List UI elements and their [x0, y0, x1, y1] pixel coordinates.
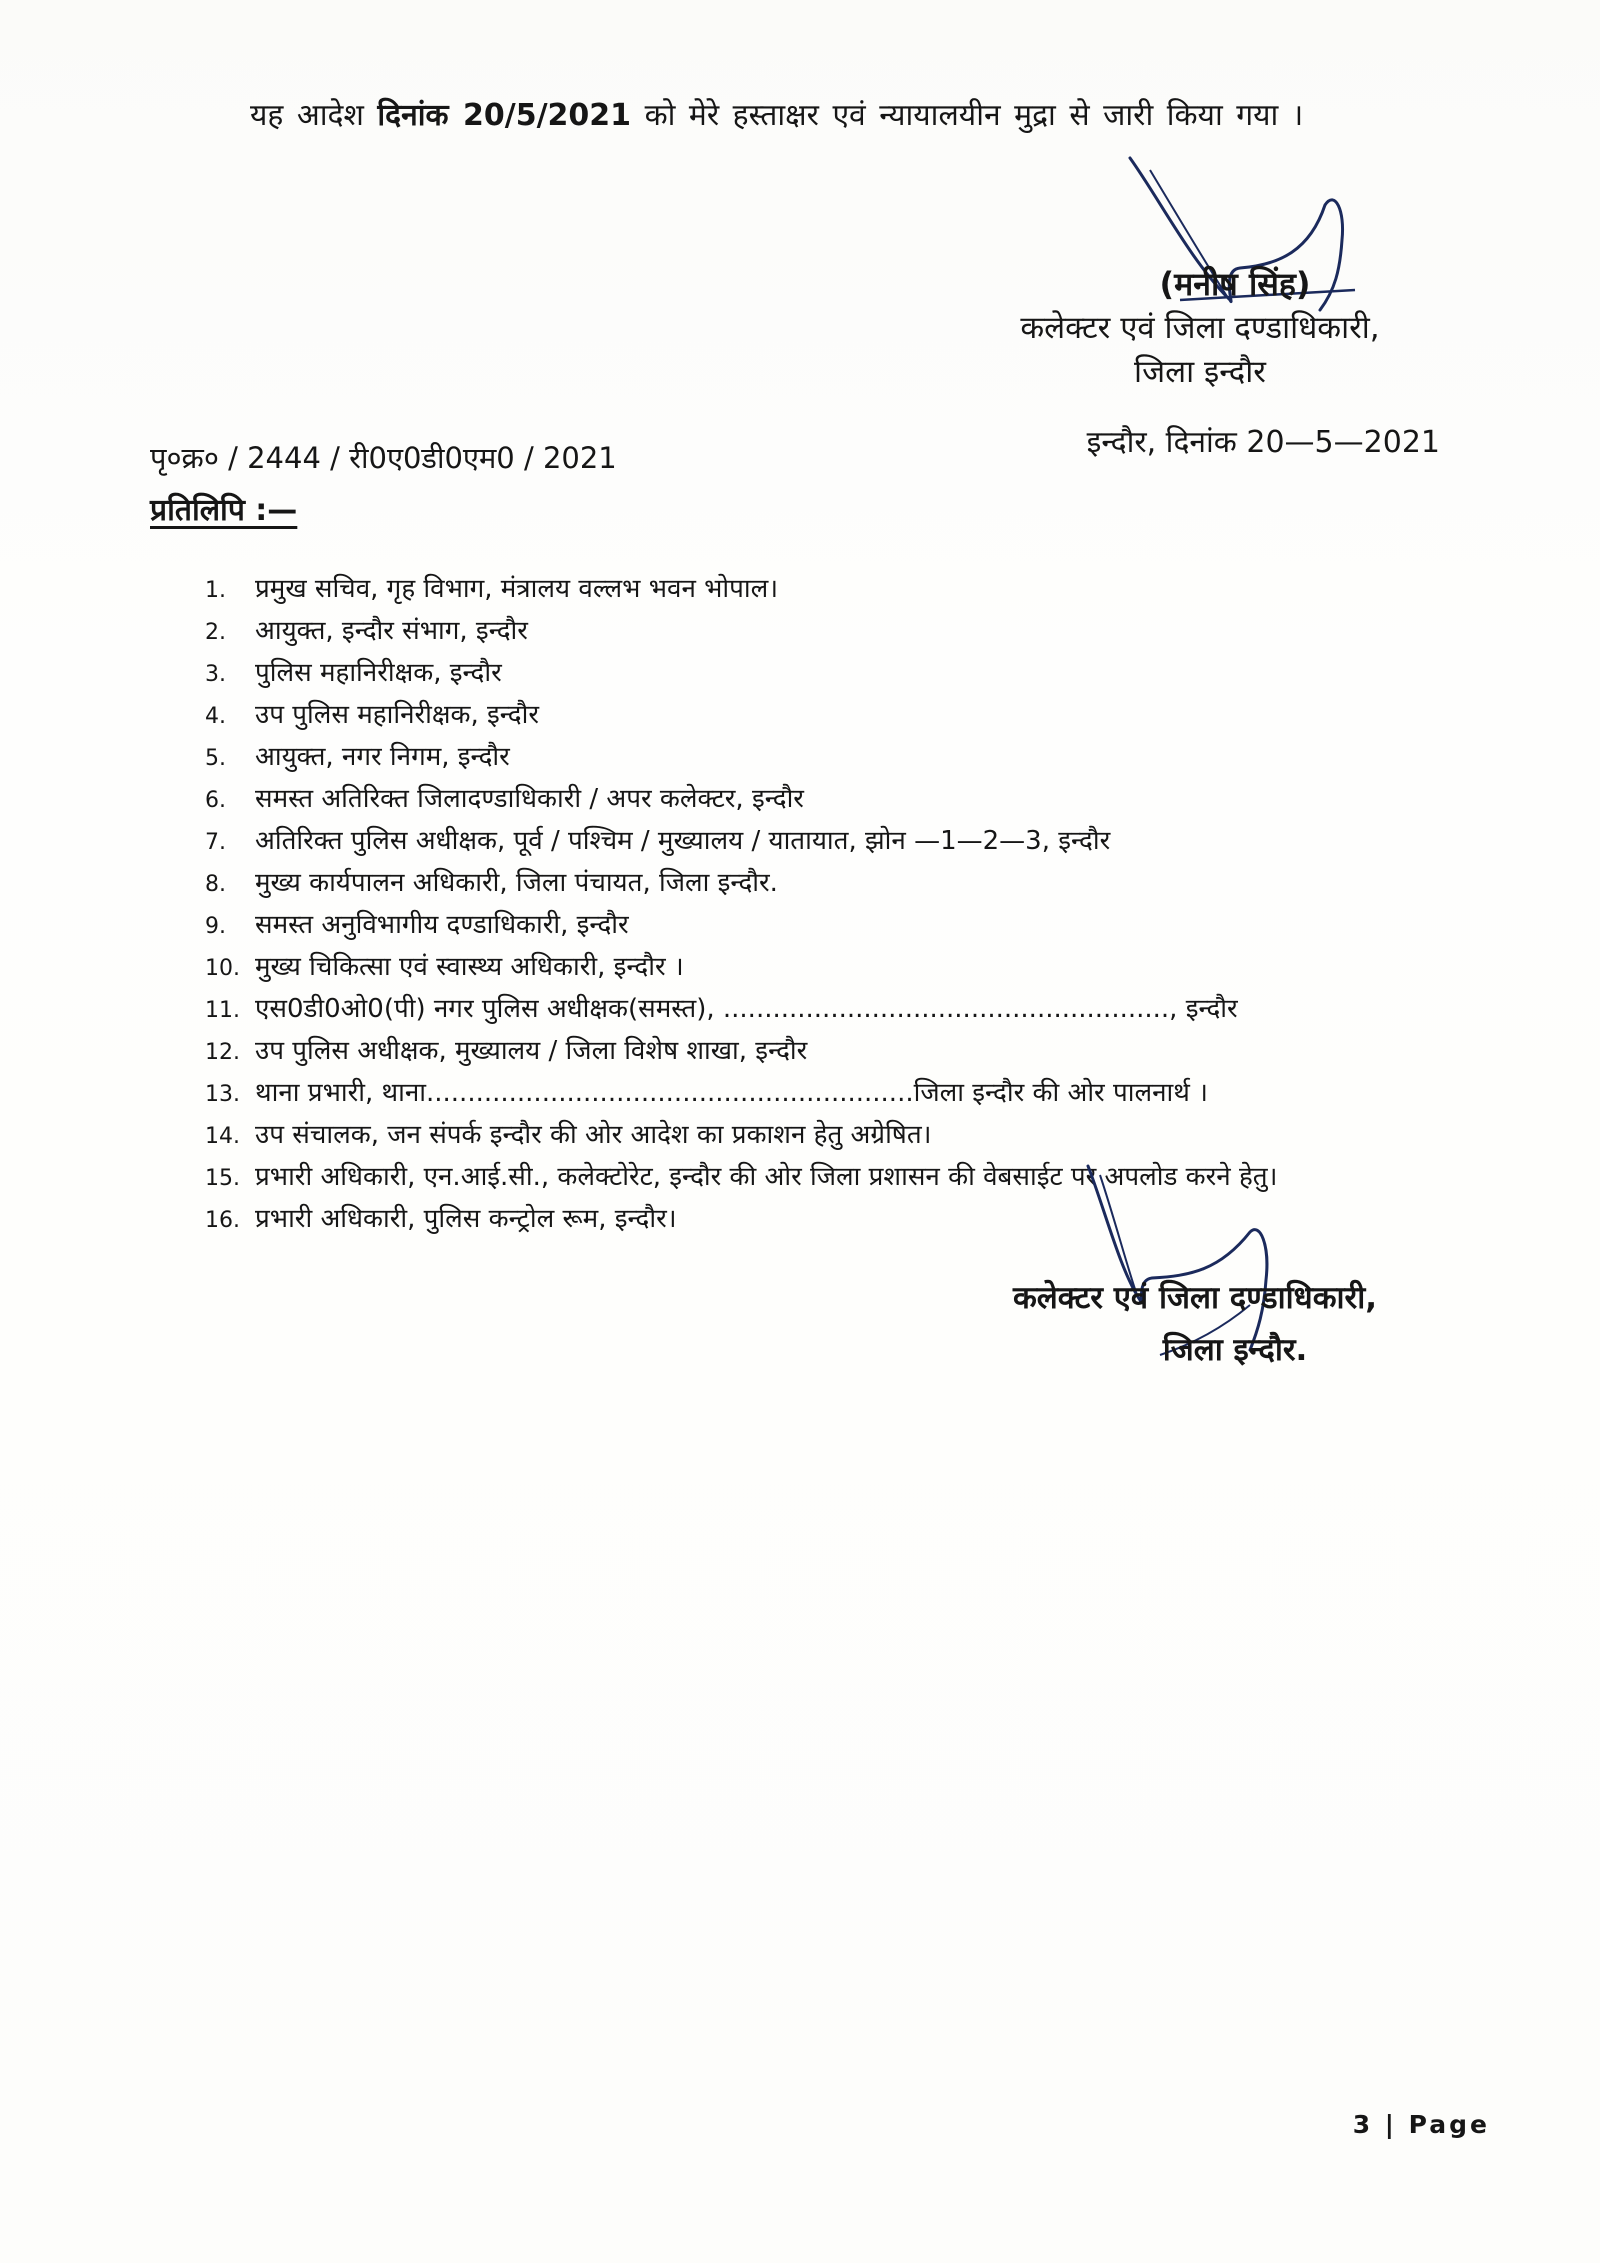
signatory-block [940, 262, 1460, 394]
list-item: 12. उप पुलिस अधीक्षक, मुख्यालय / जिला विशेष शाखा, इन्दौर [205, 1036, 808, 1066]
list-item: 16. प्रभारी अधिकारी, पुलिस कन्ट्रोल रूम, इन्दौर। [205, 1204, 677, 1234]
list-item: 1. प्रमुख सचिव, गृह विभाग, मंत्रालय वल्लभ भवन भोपाल। [205, 574, 779, 604]
list-item: 5. आयुक्त, नगर निगम, इन्दौर [205, 742, 510, 772]
signatory-2-designation: कलेक्टर एवं जिला दण्डाधिकारी, [1012, 1280, 1378, 1316]
signatory-2-block [935, 1272, 1455, 1376]
list-item: 15. प्रभारी अधिकारी, एन.आई.सी., कलेक्टोरेट, इन्दौर की ओर जिला प्रशासन की वेबसाईट पर अपलोड करने हेतु। [205, 1162, 1278, 1192]
place-date: इन्दौर, दिनांक 20—5—2021 [1086, 425, 1440, 460]
copy-heading: प्रतिलिपि :— [150, 493, 298, 528]
signatory-district: जिला इन्दौर [1134, 354, 1266, 390]
order-date: दिनांक 20/5/2021 [377, 98, 632, 133]
order-text-end: को मेरे हस्ताक्षर एवं न्यायालयीन मुद्रा से जारी किया गया । [631, 98, 1304, 133]
list-item: 14. उप संचालक, जन संपर्क इन्दौर की ओर आदेश का प्रकाशन हेतु अग्रेषित। [205, 1120, 932, 1150]
signatory-name: (मनीष सिंह) [1159, 265, 1311, 303]
order-text-start: यह आदेश [250, 98, 378, 133]
signatory-designation: कलेक्टर एवं जिला दण्डाधिकारी, [1020, 310, 1380, 346]
list-item: 10. मुख्य चिकित्सा एवं स्वास्थ्य अधिकारी, इन्दौर । [205, 952, 684, 982]
list-item: 11. एस0डी0ओ0(पी) नगर पुलिस अधीक्षक(समस्त), ......................................................, इन्दौर [205, 994, 1238, 1024]
list-item: 13. थाना प्रभारी, थाना...........................................................जिला इन्दौर की ओर पालनार्थ । [205, 1078, 1208, 1108]
list-item: 3. पुलिस महानिरीक्षक, इन्दौर [205, 658, 502, 688]
copy-list [205, 572, 1470, 1244]
reference-number: पृ०क्र० / 2444 / री0ए0डी0एम0 / 2021 [150, 441, 617, 475]
order-paragraph [150, 86, 1470, 146]
list-item: 8. मुख्य कार्यपालन अधिकारी, जिला पंचायत, जिला इन्दौर. [205, 868, 778, 898]
list-item: 2. आयुक्त, इन्दौर संभाग, इन्दौर [205, 616, 528, 646]
list-item: 4. उप पुलिस महानिरीक्षक, इन्दौर [205, 700, 539, 730]
list-item: 7. अतिरिक्त पुलिस अधीक्षक, पूर्व / पश्चिम / मुख्यालय / यातायात, झोन —1—2—3, इन्दौर [205, 826, 1111, 856]
list-item: 9. समस्त अनुविभागीय दण्डाधिकारी, इन्दौर [205, 910, 629, 940]
list-item: 6. समस्त अतिरिक्त जिलादण्डाधिकारी / अपर कलेक्टर, इन्दौर [205, 784, 804, 814]
signatory-2-district: जिला इन्दौर. [1162, 1332, 1308, 1368]
page-number: 3 | Page [1352, 2110, 1490, 2139]
